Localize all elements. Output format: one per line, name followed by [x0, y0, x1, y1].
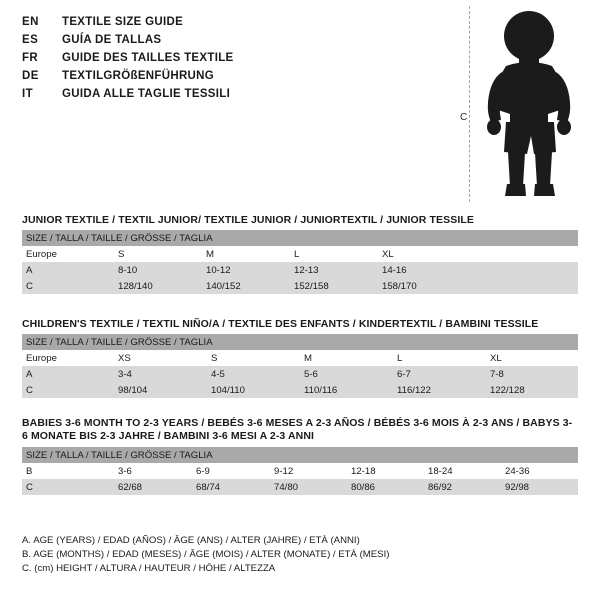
cell-value: 110/116 — [300, 382, 393, 398]
language-code: DE — [22, 70, 39, 82]
language-row — [22, 14, 442, 30]
table-header-label: SIZE / TALLA / TAILLE / GRÖSSE / TAGLIA — [22, 334, 578, 350]
height-measure-label: C — [460, 112, 468, 123]
row-label: B — [22, 463, 114, 479]
cell-value: 116/122 — [393, 382, 486, 398]
cell-value: 122/128 — [486, 382, 578, 398]
table-row — [22, 479, 578, 495]
section-junior-textile — [22, 214, 578, 294]
table-row — [22, 350, 578, 366]
measurement-figure — [440, 6, 590, 206]
cell-value: XL — [378, 246, 466, 262]
cell-value: 3-4 — [114, 366, 207, 382]
cell-value: 9-12 — [270, 463, 347, 479]
cell-value: 104/110 — [207, 382, 300, 398]
cell-value: 74/80 — [270, 479, 347, 495]
language-title: TEXTILE SIZE GUIDE — [62, 16, 184, 28]
size-table-babies — [22, 447, 578, 495]
cell-value: 80/86 — [347, 479, 424, 495]
cell-value: 128/140 — [114, 278, 202, 294]
legend — [22, 534, 582, 576]
legend-line-height: C. (cm) HEIGHT / ALTURA / HAUTEUR / HÖHE / ALTEZZA — [22, 563, 276, 574]
legend-line-age-months: B. AGE (MONTHS) / EDAD (MESES) / ÂGE (MOIS) / ALTER (MONATE) / ETÀ (MESI) — [22, 549, 390, 560]
cell-value: 98/104 — [114, 382, 207, 398]
row-label: C — [22, 479, 114, 495]
cell-value: 6-9 — [192, 463, 270, 479]
cell-value: 140/152 — [202, 278, 290, 294]
section-babies-textile — [22, 417, 578, 495]
cell-value: 3-6 — [114, 463, 192, 479]
cell-value: 5-6 — [300, 366, 393, 382]
cell-value: M — [300, 350, 393, 366]
language-title: GUIDA ALLE TAGLIE TESSILI — [62, 88, 231, 100]
cell-value: 10-12 — [202, 262, 290, 278]
legend-line-age-years: A. AGE (YEARS) / EDAD (AÑOS) / ÂGE (ANS) / ALTER (JAHRE) / ETÀ (ANNI) — [22, 535, 360, 546]
cell-value: L — [393, 350, 486, 366]
table-header-label: SIZE / TALLA / TAILLE / GRÖSSE / TAGLIA — [22, 447, 578, 463]
language-row — [22, 68, 442, 84]
language-title: GUÍA DE TALLAS — [62, 34, 162, 46]
cell-value: 8-10 — [114, 262, 202, 278]
cell-value: 4-5 — [207, 366, 300, 382]
section-title: BABIES 3-6 MONTH TO 2-3 YEARS / BEBÉS 3-6 MESES A 2-3 AÑOS / BÉBÉS 3-6 MOIS À 2-3 ANS / BABYS 3-6 MONATE BIS 2-3 JAHRE / BAMBINI 3-6 MESI A 2-3 ANNI — [22, 417, 573, 442]
cell-value: XS — [114, 350, 207, 366]
language-title: GUIDE DES TAILLES TEXTILE — [62, 52, 234, 64]
language-row — [22, 86, 442, 102]
cell-value: 24-36 — [501, 463, 578, 479]
table-header-row — [22, 447, 578, 463]
cell-empty — [466, 262, 578, 278]
table-header-row — [22, 230, 578, 246]
language-code: EN — [22, 16, 39, 28]
cell-value: 68/74 — [192, 479, 270, 495]
cell-value: 14-16 — [378, 262, 466, 278]
table-row — [22, 366, 578, 382]
language-code: IT — [22, 88, 34, 100]
size-table-junior — [22, 230, 578, 294]
size-table-children — [22, 334, 578, 398]
table-row — [22, 246, 578, 262]
language-row — [22, 50, 442, 66]
cell-value: L — [290, 246, 378, 262]
table-row — [22, 382, 578, 398]
cell-empty — [466, 246, 578, 262]
row-label: C — [22, 278, 114, 294]
row-label: Europe — [22, 350, 114, 366]
cell-value: 152/158 — [290, 278, 378, 294]
table-header-label: SIZE / TALLA / TAILLE / GRÖSSE / TAGLIA — [22, 230, 578, 246]
language-code: FR — [22, 52, 39, 64]
table-row — [22, 262, 578, 278]
cell-value: M — [202, 246, 290, 262]
cell-value: 158/170 — [378, 278, 466, 294]
cell-value: 62/68 — [114, 479, 192, 495]
language-header — [22, 14, 442, 104]
language-code: ES — [22, 34, 39, 46]
row-label: Europe — [22, 246, 114, 262]
row-label: A — [22, 366, 114, 382]
cell-value: 12-13 — [290, 262, 378, 278]
row-label: C — [22, 382, 114, 398]
dashed-height-line — [469, 6, 470, 202]
cell-value: XL — [486, 350, 578, 366]
cell-value: 92/98 — [501, 479, 578, 495]
section-title: CHILDREN'S TEXTILE / TEXTIL NIÑO/A / TEXTILE DES ENFANTS / KINDERTEXTIL / BAMBINI TESSILE — [22, 318, 539, 330]
cell-value: 12-18 — [347, 463, 424, 479]
language-title: TEXTILGRÖßENFÜHRUNG — [62, 70, 214, 82]
cell-value: S — [114, 246, 202, 262]
cell-value: S — [207, 350, 300, 366]
cell-empty — [466, 278, 578, 294]
table-row — [22, 463, 578, 479]
section-title: JUNIOR TEXTILE / TEXTIL JUNIOR/ TEXTILE JUNIOR / JUNIORTEXTIL / JUNIOR TESSILE — [22, 214, 474, 226]
table-row — [22, 278, 578, 294]
row-label: A — [22, 262, 114, 278]
table-header-row — [22, 334, 578, 350]
cell-value: 6-7 — [393, 366, 486, 382]
language-row — [22, 32, 442, 48]
cell-value: 18-24 — [424, 463, 501, 479]
section-childrens-textile — [22, 318, 578, 398]
cell-value: 86/92 — [424, 479, 501, 495]
cell-value: 7-8 — [486, 366, 578, 382]
toddler-silhouette-icon — [478, 10, 590, 207]
